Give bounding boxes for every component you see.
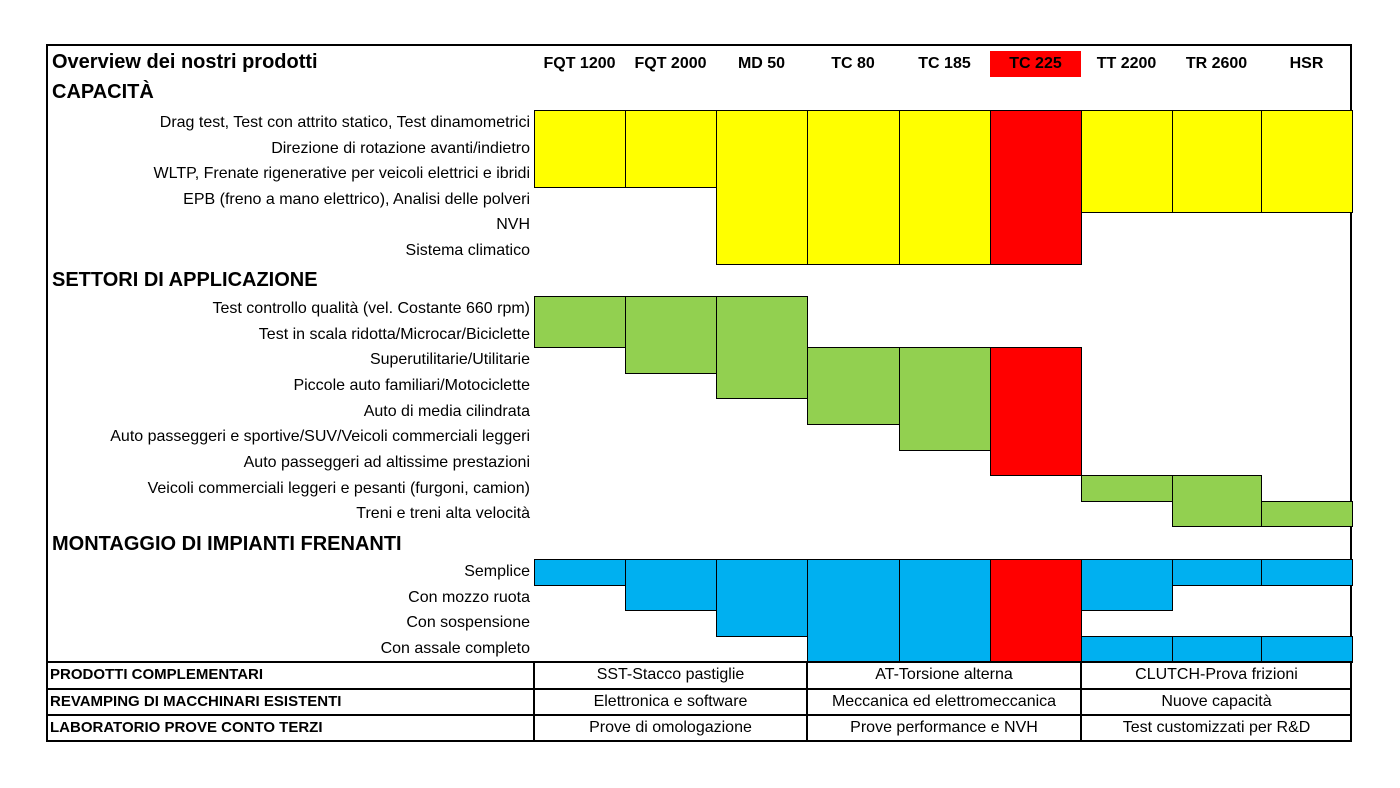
- coverage-cell-tc-185: [899, 347, 991, 451]
- product-header-fqt-1200: FQT 1200: [543, 55, 616, 72]
- row-label-settori: Piccole auto familiari/Motociclette: [293, 377, 530, 394]
- coverage-cell-hsr: [1261, 636, 1353, 663]
- footer-cell: Prove performance e NVH: [850, 719, 1038, 736]
- coverage-cell-fqt-2000: [625, 110, 717, 188]
- row-label-capacita: WLTP, Frenate rigenerative per veicoli elettrici e ibridi: [153, 165, 530, 182]
- coverage-cell-tt-2200: [1081, 559, 1173, 611]
- row-label-settori: Veicoli commerciali leggeri e pesanti (furgoni, camion): [147, 480, 530, 497]
- footer-row-label: PRODOTTI COMPLEMENTARI: [50, 666, 264, 683]
- product-header-md-50: MD 50: [737, 55, 786, 72]
- product-header-tc-80: TC 80: [831, 55, 875, 72]
- row-label-capacita: Direzione di rotazione avanti/indietro: [271, 140, 530, 157]
- coverage-cell-fqt-1200: [534, 559, 626, 586]
- row-label-montaggio: Con assale completo: [380, 640, 530, 657]
- row-label-settori: Test controllo qualità (vel. Costante 660 rpm): [212, 300, 530, 317]
- footer-cell: Elettronica e software: [593, 693, 748, 710]
- coverage-cell-hsr: [1261, 501, 1353, 527]
- product-header-tc-225: TC 225: [990, 51, 1081, 77]
- row-label-montaggio: Con mozzo ruota: [408, 589, 530, 606]
- coverage-cell-fqt-1200: [534, 296, 626, 348]
- coverage-cell-md-50: [716, 559, 808, 637]
- footer-row-label: LABORATORIO PROVE CONTO TERZI: [50, 719, 323, 736]
- coverage-cell-tr-2600: [1172, 475, 1262, 527]
- section-title-settori: SETTORI DI APPLICAZIONE: [52, 269, 318, 291]
- coverage-cell-tt-2200: [1081, 110, 1173, 213]
- row-label-settori: Auto passeggeri e sportive/SUV/Veicoli commerciali leggeri: [110, 428, 530, 445]
- coverage-cell-tr-2600: [1172, 559, 1262, 586]
- product-header-fqt-2000: FQT 2000: [634, 55, 707, 72]
- product-header-tr-2600: TR 2600: [1185, 55, 1248, 72]
- coverage-cell-tc-225: [990, 559, 1082, 663]
- footer-cell: AT-Torsione alterna: [875, 666, 1013, 683]
- row-label-capacita: Drag test, Test con attrito statico, Test dinamometrici: [159, 114, 530, 131]
- coverage-cell-md-50: [716, 110, 808, 265]
- coverage-cell-tc-80: [807, 559, 900, 663]
- footer-cell: Test customizzati per R&D: [1122, 719, 1311, 736]
- coverage-cell-tc-80: [807, 347, 900, 425]
- page-title: Overview dei nostri prodotti: [52, 51, 318, 73]
- coverage-cell-fqt-1200: [534, 110, 626, 188]
- row-label-settori: Auto di media cilindrata: [363, 403, 530, 420]
- footer-row-label: REVAMPING DI MACCHINARI ESISTENTI: [50, 693, 342, 710]
- row-label-settori: Auto passeggeri ad altissime prestazioni: [243, 454, 530, 471]
- footer-cell: CLUTCH-Prova frizioni: [1135, 666, 1298, 683]
- row-label-settori: Treni e treni alta velocità: [356, 505, 530, 522]
- coverage-cell-hsr: [1261, 110, 1353, 213]
- footer-cell: Nuove capacità: [1161, 693, 1272, 710]
- section-title-montaggio: MONTAGGIO DI IMPIANTI FRENANTI: [52, 533, 402, 555]
- coverage-cell-tc-185: [899, 559, 991, 663]
- row-label-montaggio: Con sospensione: [406, 614, 530, 631]
- coverage-cell-tc-225: [990, 347, 1082, 476]
- row-label-settori: Superutilitarie/Utilitarie: [369, 351, 530, 368]
- row-label-montaggio: Semplice: [464, 563, 530, 580]
- coverage-cell-fqt-2000: [625, 559, 717, 611]
- product-header-tc-185: TC 185: [918, 55, 971, 72]
- coverage-cell-md-50: [716, 296, 808, 399]
- coverage-cell-hsr: [1261, 559, 1353, 586]
- row-label-capacita: Sistema climatico: [405, 242, 530, 259]
- product-header-tt-2200: TT 2200: [1096, 55, 1157, 72]
- coverage-cell-tt-2200: [1081, 475, 1173, 502]
- product-header-hsr: HSR: [1289, 55, 1324, 72]
- coverage-cell-tr-2600: [1172, 110, 1262, 213]
- row-label-settori: Test in scala ridotta/Microcar/Biciclette: [258, 326, 530, 343]
- coverage-cell-tc-80: [807, 110, 900, 265]
- footer-cell: Meccanica ed elettromeccanica: [831, 693, 1057, 710]
- coverage-cell-fqt-2000: [625, 296, 717, 374]
- coverage-cell-tr-2600: [1172, 636, 1262, 663]
- footer-cell: Prove di omologazione: [589, 719, 752, 736]
- section-title-capacita: CAPACITÀ: [52, 81, 154, 103]
- row-label-capacita: NVH: [496, 216, 530, 233]
- coverage-cell-tt-2200: [1081, 636, 1173, 663]
- coverage-cell-tc-185: [899, 110, 991, 265]
- row-label-capacita: EPB (freno a mano elettrico), Analisi delle polveri: [183, 191, 530, 208]
- coverage-cell-tc-225: [990, 110, 1082, 265]
- footer-cell: SST-Stacco pastiglie: [596, 666, 745, 683]
